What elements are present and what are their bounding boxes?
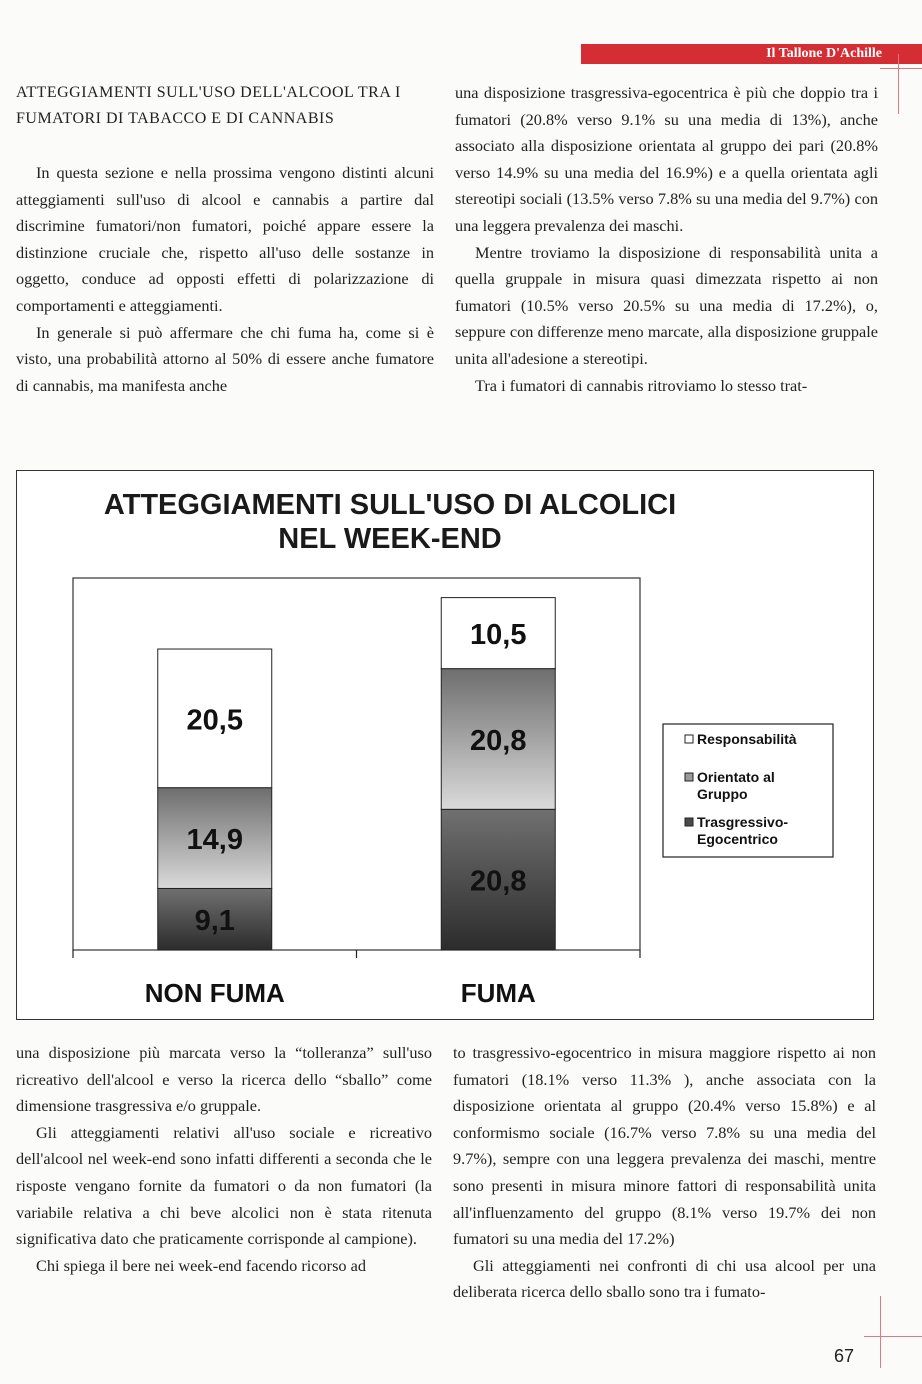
legend-swatch: [685, 735, 693, 743]
category-label: FUMA: [460, 978, 536, 1008]
section-heading: ATTEGGIAMENTI SULL'USO DELL'ALCOOL TRA I FUMATORI DI TABACCO E DI CANNABIS: [16, 84, 401, 127]
data-label: 20,5: [186, 704, 243, 737]
page-number: 67: [834, 1346, 855, 1366]
chart-title-line: NEL WEEK-END: [278, 523, 502, 555]
legend-label: Responsabilità: [697, 731, 797, 747]
legend-label: Trasgressivo-: [697, 814, 789, 830]
running-title: Il Tallone D'Achille: [766, 46, 882, 61]
legend-swatch: [685, 818, 693, 826]
data-label: 9,1: [194, 905, 235, 938]
paragraph: una disposizione trasgressiva-egocentrica è più che doppio tra i fumatori (20.8% verso 9.1% su una media di 13%), anche associato alla disposizione orientata al gruppo dei pari (20.8% verso 14.9% su una media del 16.9%) e a quella orientata agli stereotipi sociali (13.5% verso 7.8% su una media del 9.7%) con una leggera prevalenza dei maschi.: [455, 83, 878, 235]
category-label: NON FUMA: [144, 978, 285, 1008]
legend-label: Orientato al: [697, 769, 775, 785]
paragraph: Chi spiega il bere nei week-end facendo ricorso ad: [36, 1255, 367, 1275]
column-left-bottom: [16, 1040, 432, 1279]
legend-swatch: [685, 773, 693, 781]
paragraph: una disposizione più marcata verso la “tolleranza” sull'uso ricreativo dell'alcool e verso la ricerca dello “sballo” come dimensione trasgressiva e/o gruppale.: [16, 1043, 432, 1116]
paragraph: Gli atteggiamenti relativi all'uso sociale e ricreativo dell'alcool nel week-end sono infatti differenti a seconda che le risposte vengano fornite da fumatori o da non fumatori (la variabile relativa a chi beve alcolici non è stata ritenuta significativa dato che praticamente corrisponde al campione).: [16, 1122, 432, 1249]
data-label: 20,8: [470, 724, 527, 757]
column-right-bottom: [453, 1040, 876, 1306]
paragraph: Tra i fumatori di cannabis ritroviamo lo stesso trat-: [475, 375, 808, 395]
paragraph: In generale si può affermare che chi fuma ha, come si è visto, una probabilità attorno al 50% di essere anche fumatore di cannabis, ma manifesta anche: [16, 322, 434, 395]
paragraph: to trasgressivo-egocentrico in misura maggiore rispetto ai non fumatori (18.1% verso 11.3% ), anche associata con la disposizione orientata al gruppo (20.4% verso 15.8%) e al conformismo sociale (16.7% verso 7.8% su una media del 9.7%), sempre con una leggera prevalenza dei maschi, mentre sono presenti in misura minore fattori di responsabilità unita all'influenzamento del gruppo (8.1% verso 19.7% dei non fumatori su una media del 17.2%): [453, 1043, 876, 1249]
data-label: 20,8: [470, 865, 527, 898]
chart-title-line: ATTEGGIAMENTI SULL'USO DI ALCOLICI: [103, 489, 677, 521]
data-label: 14,9: [186, 824, 243, 857]
paragraph: Mentre troviamo la disposizione di responsabilità unita a quella gruppale in misura quasi dimezzata rispetto ai non fumatori (10.5% verso 20.5% su una media di 17.2%), o, seppure con differenze meno marcate, alla disposizione gruppale unita all'adesione a stereotipi.: [455, 242, 878, 368]
legend-label: Egocentrico: [697, 831, 778, 847]
legend-label: Gruppo: [697, 786, 748, 802]
paragraph: In questa sezione e nella prossima vengono distinti alcuni atteggiamenti sull'uso di alcool e cannabis a partire dal discrimine fumatori/non fumatori, poiché appare essere la distinzione cruciale che, rispetto all'uso delle sostanze in oggetto, conduce ad opposti effetti di polarizzazione di comportamenti e atteggiamenti.: [16, 163, 434, 315]
data-label: 10,5: [470, 619, 527, 652]
paragraph: Gli atteggiamenti nei confronti di chi usa alcool per una deliberata ricerca dello sballo sono tra i fumato-: [453, 1255, 876, 1302]
